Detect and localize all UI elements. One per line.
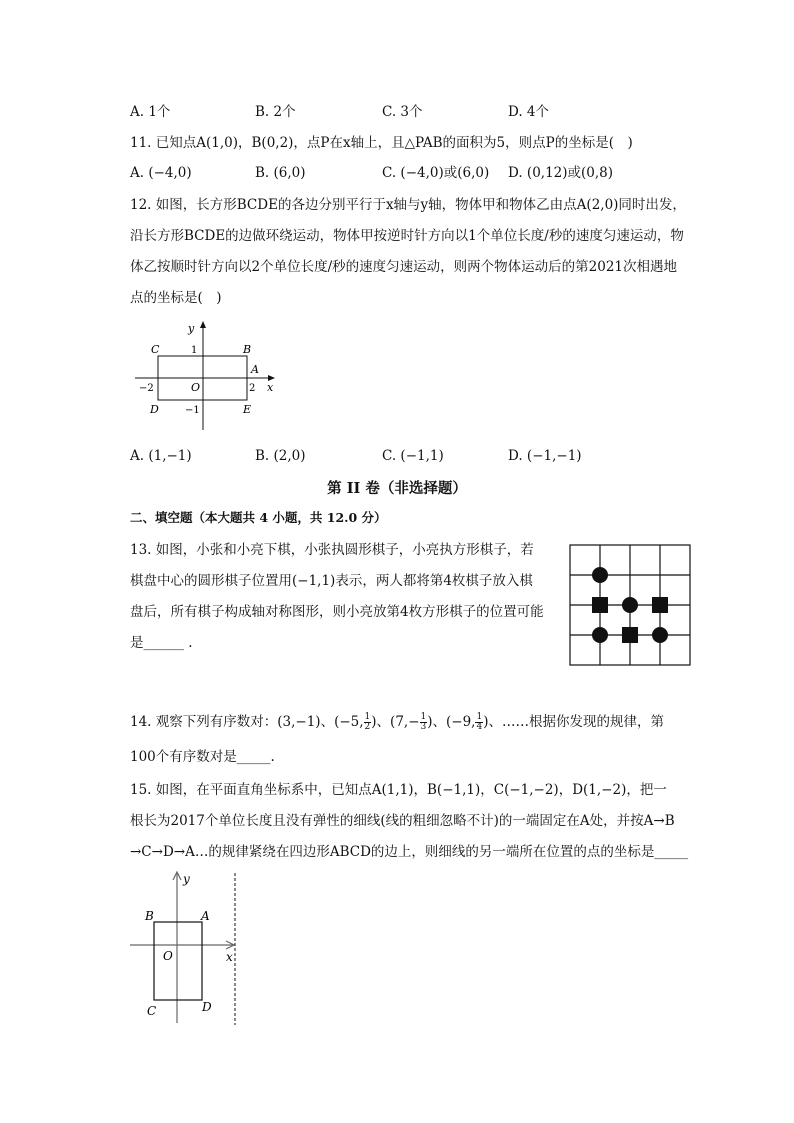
q12-line-1: 12. 如图，长方形BCDE的各边分别平行于x轴与y轴，物体甲和物体乙由点A(2,0)同时出发， — [130, 197, 686, 213]
q12-label-d: D — [150, 403, 159, 416]
q15-line-1: 15. 如图，在平面直角坐标系中，已知点A(1,1)，B(−1,1)，C(−1,−2)，D(1,−2)，把一 — [130, 782, 667, 798]
q12-label-neg-one: −1 — [185, 405, 200, 416]
fraction: $\frac{1}{3}$ — [420, 712, 427, 732]
q15-label-b: B — [145, 909, 154, 923]
q15-label-y: y — [183, 872, 190, 886]
q12-label-o: O — [191, 381, 201, 394]
q12-option-a: A. (1,−1) — [130, 448, 192, 464]
q12-figure — [125, 315, 290, 435]
q15-label-d: D — [202, 1000, 212, 1014]
q12-line-4: 点的坐标是( ) — [130, 290, 222, 306]
q12-label-a: A — [251, 363, 259, 376]
q15-label-c: C — [147, 1004, 157, 1018]
q15-line-3: →C→D→A…的规律紧绕在四边形ABCD的边上，则细线的另一端所在位置的点的坐标是_____ — [130, 844, 689, 860]
q12-option-d: D. (−1,−1) — [508, 448, 582, 464]
q14-mid1: )、(7,− — [371, 714, 420, 730]
q12-option-b: B. (2,0) — [255, 448, 306, 464]
q11-option-b: B. (6,0) — [255, 165, 306, 181]
q12-label-two: 2 — [249, 383, 256, 394]
q12-label-e: E — [243, 403, 252, 416]
q12-option-c: C. (−1,1) — [382, 448, 444, 464]
q10-option-b: B. 2个 — [255, 104, 296, 120]
q12-label-x: x — [267, 381, 274, 394]
q14-mid2: )、(−9, — [427, 714, 476, 730]
square-piece — [592, 597, 608, 613]
circle-piece — [592, 627, 608, 643]
q14-line-2: 100个有序数对是_____. — [130, 749, 275, 765]
q10-option-c: C. 3个 — [382, 104, 423, 120]
circle-piece — [622, 597, 638, 613]
square-piece — [622, 627, 638, 643]
q11-option-c: C. (−4,0)或(6,0) — [382, 165, 490, 181]
q12-label-b: B — [243, 343, 252, 356]
q14-prefix: 14. 观察下列有序数对：(3,−1)、(−5, — [130, 714, 364, 730]
q12-label-neg-two: −2 — [139, 383, 154, 394]
q15-line-2: 根长为2017个单位长度且没有弹性的细线(线的粗细忽略不计)的一端固定在A处，并按A→B — [130, 813, 675, 829]
circle-piece — [652, 627, 668, 643]
q13-line-2: 棋盘中心的圆形棋子位置用(−1,1)表示，两人都将第4枚棋子放入棋 — [130, 573, 533, 589]
fraction: $\frac{1}{4}$ — [476, 712, 483, 732]
circle-piece — [592, 567, 608, 583]
q13-line-1: 13. 如图，小张和小亮下棋，小张执圆形棋子，小亮执方形棋子，若 — [130, 542, 534, 558]
q13-chessboard — [569, 544, 691, 666]
square-piece — [652, 597, 668, 613]
section2-heading: 二、填空题（本大题共 4 小题，共 12.0 分） — [130, 510, 387, 525]
q11-option-d: D. (0,12)或(0,8) — [508, 165, 614, 181]
q12-line-3: 体乙按顺时针方向以2个单位长度/秒的速度匀速运动，则两个物体运动后的第2021次相遇地 — [130, 259, 677, 275]
q10-option-a: A. 1个 — [130, 104, 171, 120]
q12-label-one: 1 — [191, 345, 198, 356]
part2-title: 第 II 卷（非选择题） — [327, 480, 467, 497]
q14-line-1 — [130, 710, 664, 734]
q15-label-x: x — [226, 950, 233, 964]
q10-option-d: D. 4个 — [508, 104, 550, 120]
q15-figure — [125, 865, 250, 1030]
fraction: $\frac{1}{2}$ — [364, 712, 371, 732]
q12-label-c: C — [151, 343, 160, 356]
q15-label-a: A — [201, 909, 210, 923]
q12-line-2: 沿长方形BCDE的边做环绕运动，物体甲按逆时针方向以1个单位长度/秒的速度匀速运动，物 — [130, 228, 684, 244]
q13-line-3: 盘后，所有棋子构成轴对称图形，则小亮放第4枚方形棋子的位置可能 — [130, 604, 544, 620]
q13-line-4: 是______ . — [130, 635, 193, 651]
q12-label-y: y — [188, 322, 195, 335]
q14-suffix: )、……根据你发现的规律，第 — [483, 714, 664, 730]
q11-stem: 11. 已知点A(1,0)，B(0,2)，点P在x轴上，且△PAB的面积为5，则点P的坐标是( ) — [130, 135, 633, 151]
q15-label-o: O — [163, 949, 173, 963]
q11-option-a: A. (−4,0) — [130, 165, 192, 181]
